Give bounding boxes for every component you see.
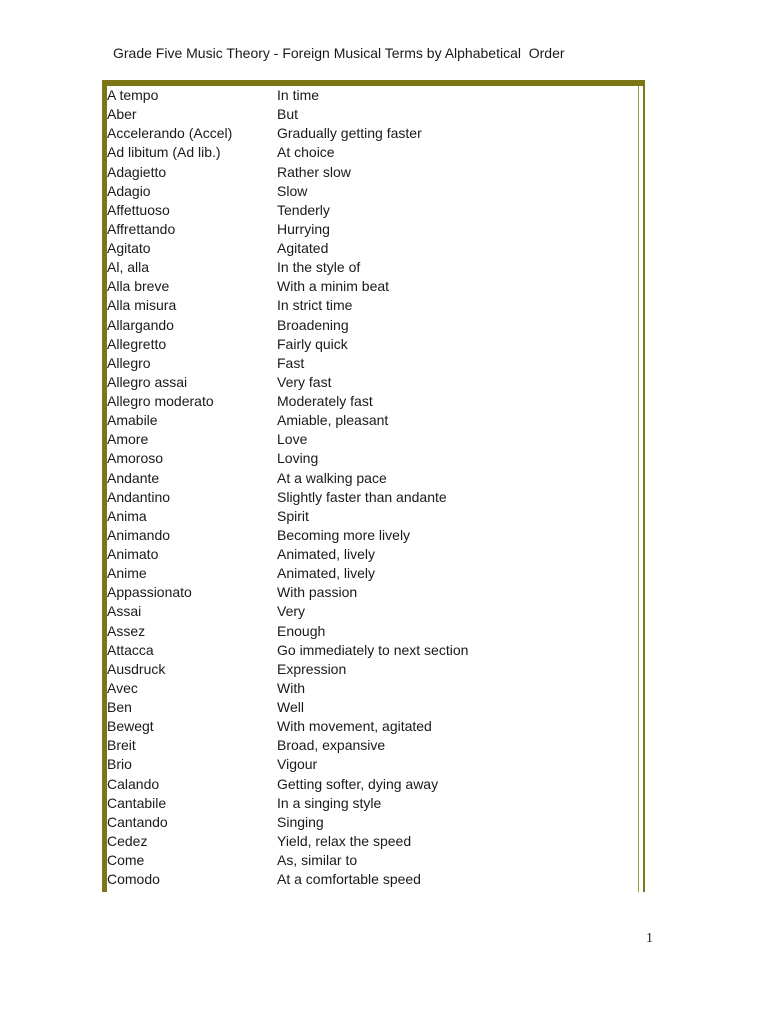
table-row xyxy=(107,870,643,889)
term-cell: Alla misura xyxy=(107,297,177,314)
table-row xyxy=(107,755,643,774)
table-row xyxy=(107,430,643,449)
meaning-cell: Tenderly xyxy=(277,201,330,218)
table-row xyxy=(107,335,643,354)
meaning-cell: At a walking pace xyxy=(277,469,387,486)
term-cell: Bewegt xyxy=(107,718,154,735)
table-row xyxy=(107,124,643,143)
term-cell: Affrettando xyxy=(107,220,176,237)
meaning-cell: Broad, expansive xyxy=(277,737,386,754)
table-right-border-inner xyxy=(638,86,639,892)
term-cell: Avec xyxy=(107,679,138,696)
table-row xyxy=(107,239,643,258)
meaning-cell: In strict time xyxy=(277,297,353,314)
meaning-cell: Getting softer, dying away xyxy=(277,775,439,792)
table-row xyxy=(107,832,643,851)
table-row xyxy=(107,717,643,736)
term-cell: Allegro assai xyxy=(107,373,188,390)
term-cell: Comodo xyxy=(107,871,160,888)
meaning-cell: As, similar to xyxy=(277,852,358,868)
terms-rows xyxy=(107,86,643,889)
table-row xyxy=(107,316,643,335)
table-row xyxy=(107,813,643,832)
term-cell: Accelerando (Accel) xyxy=(107,125,233,142)
term-cell: Al, alla xyxy=(107,259,150,276)
table-row xyxy=(107,851,643,870)
term-cell: Appassionato xyxy=(107,584,192,601)
meaning-cell: Slightly faster than andante xyxy=(277,488,447,505)
meaning-cell: Enough xyxy=(277,622,326,639)
meaning-cell: Becoming more lively xyxy=(277,526,411,543)
meaning-cell: Yield, relax the speed xyxy=(277,832,412,849)
table-row xyxy=(107,698,643,717)
meaning-cell: But xyxy=(277,106,299,123)
term-cell: Aber xyxy=(107,106,137,123)
term-cell: Allegro xyxy=(107,354,151,371)
meaning-cell: Go immediately to next section xyxy=(277,641,469,658)
table-row xyxy=(107,545,643,564)
page-title: Grade Five Music Theory - Foreign Musical Terms by Alphabetical Order xyxy=(113,45,565,61)
table-row xyxy=(107,354,643,373)
term-cell: Cantando xyxy=(107,813,168,830)
terms-table xyxy=(102,80,643,892)
table-row xyxy=(107,201,643,220)
term-cell: Breit xyxy=(107,737,136,754)
table-row xyxy=(107,163,643,182)
table-row xyxy=(107,86,643,105)
term-cell: Allegro moderato xyxy=(107,393,214,409)
term-cell: Amore xyxy=(107,431,149,448)
table-row xyxy=(107,622,643,641)
meaning-cell: At a comfortable speed xyxy=(277,871,421,888)
table-row xyxy=(107,507,643,526)
meaning-cell: Singing xyxy=(277,813,324,830)
meaning-cell: With xyxy=(277,679,305,696)
table-right-border xyxy=(643,80,645,892)
term-cell: Allegretto xyxy=(107,335,167,352)
term-cell: Anime xyxy=(107,565,147,582)
meaning-cell: At choice xyxy=(277,144,335,161)
table-row xyxy=(107,564,643,583)
meaning-cell: Amiable, pleasant xyxy=(277,412,389,429)
meaning-cell: Expression xyxy=(277,660,347,677)
table-row xyxy=(107,105,643,124)
term-cell: Agitato xyxy=(107,240,151,256)
meaning-cell: Broadening xyxy=(277,316,349,333)
term-cell: Adagio xyxy=(107,182,151,199)
table-row xyxy=(107,736,643,755)
table-row xyxy=(107,296,643,315)
table-row xyxy=(107,775,643,794)
meaning-cell: Very xyxy=(277,603,306,620)
meaning-cell: In time xyxy=(277,87,320,103)
meaning-cell: Gradually getting faster xyxy=(277,125,422,142)
meaning-cell: Slow xyxy=(277,182,308,199)
term-cell: Ben xyxy=(107,699,132,715)
meaning-cell: Loving xyxy=(277,450,319,467)
table-row xyxy=(107,583,643,602)
table-row xyxy=(107,373,643,392)
table-row xyxy=(107,182,643,201)
term-cell: Animando xyxy=(107,526,171,543)
meaning-cell: Well xyxy=(277,699,304,715)
table-row xyxy=(107,220,643,239)
term-cell: Cantabile xyxy=(107,794,167,811)
table-row xyxy=(107,602,643,621)
table-row xyxy=(107,143,643,162)
meaning-cell: Moderately fast xyxy=(277,393,373,409)
meaning-cell: Rather slow xyxy=(277,163,351,180)
term-cell: Anima xyxy=(107,507,147,524)
term-cell: Ausdruck xyxy=(107,660,166,677)
meaning-cell: With a minim beat xyxy=(277,278,390,295)
table-row xyxy=(107,411,643,430)
meaning-cell: With movement, agitated xyxy=(277,718,432,735)
meaning-cell: Love xyxy=(277,431,308,448)
term-cell: Brio xyxy=(107,756,132,773)
meaning-cell: Animated, lively xyxy=(277,546,376,562)
term-cell: Assez xyxy=(107,622,146,639)
meaning-cell: Very fast xyxy=(277,373,332,390)
page-number: 1 xyxy=(646,931,653,946)
term-cell: Affettuoso xyxy=(107,201,170,218)
table-row xyxy=(107,277,643,296)
term-cell: Andante xyxy=(107,469,160,486)
meaning-cell: In a singing style xyxy=(277,794,382,811)
term-cell: Attacca xyxy=(107,641,154,658)
term-cell: A tempo xyxy=(107,87,159,103)
meaning-cell: Animated, lively xyxy=(277,565,376,582)
meaning-cell: Fairly quick xyxy=(277,335,348,352)
meaning-cell: Vigour xyxy=(277,756,318,773)
table-row xyxy=(107,641,643,660)
term-cell: Cedez xyxy=(107,832,148,849)
table-row xyxy=(107,469,643,488)
meaning-cell: Agitated xyxy=(277,240,329,256)
term-cell: Assai xyxy=(107,603,142,620)
table-row xyxy=(107,794,643,813)
term-cell: Come xyxy=(107,852,145,868)
term-cell: Andantino xyxy=(107,488,171,505)
table-row xyxy=(107,526,643,545)
meaning-cell: Fast xyxy=(277,354,305,371)
term-cell: Animato xyxy=(107,546,159,562)
meaning-cell: With passion xyxy=(277,584,358,601)
term-cell: Calando xyxy=(107,775,160,792)
table-row xyxy=(107,392,643,411)
term-cell: Ad libitum (Ad lib.) xyxy=(107,144,221,161)
meaning-cell: Hurrying xyxy=(277,220,330,237)
term-cell: Amabile xyxy=(107,412,158,429)
term-cell: Allargando xyxy=(107,316,174,333)
term-cell: Amoroso xyxy=(107,450,164,467)
table-row xyxy=(107,449,643,468)
table-row xyxy=(107,679,643,698)
table-row xyxy=(107,660,643,679)
meaning-cell: Spirit xyxy=(277,507,309,524)
table-row xyxy=(107,488,643,507)
term-cell: Alla breve xyxy=(107,278,170,295)
meaning-cell: In the style of xyxy=(277,259,361,276)
table-row xyxy=(107,258,643,277)
term-cell: Adagietto xyxy=(107,163,167,180)
